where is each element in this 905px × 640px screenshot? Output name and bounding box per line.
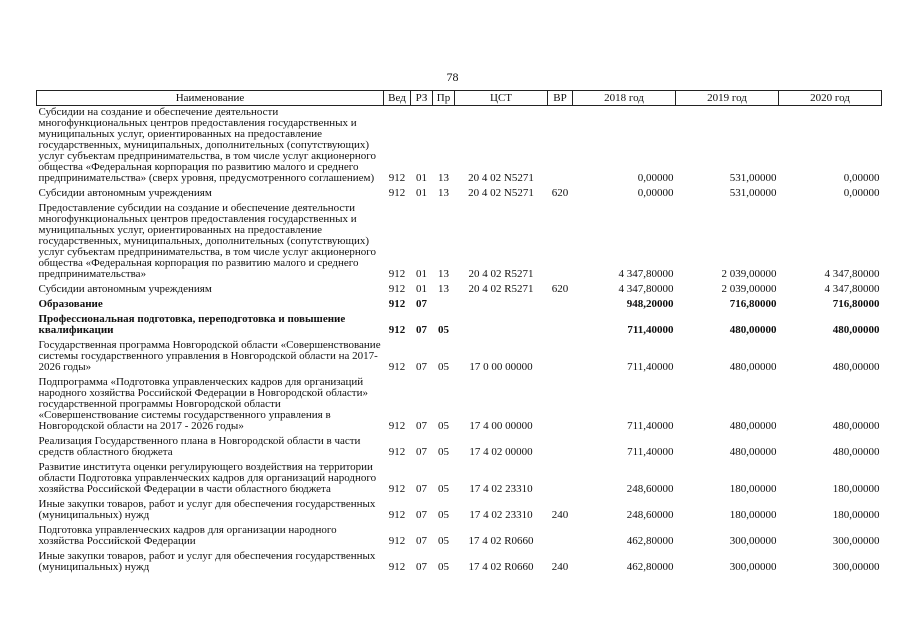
cell-2020: 480,00000 xyxy=(832,361,880,373)
cell-rz: 01 xyxy=(416,172,427,184)
cell-name: Профессиональная подготовка, переподготовка и повышение квалификации xyxy=(38,313,346,336)
cell-vr xyxy=(548,376,573,435)
cell-cst xyxy=(455,313,548,339)
table-row xyxy=(37,187,882,202)
cell-vr: 620 xyxy=(551,283,569,295)
cell-name: Субсидии автономным учреждениям xyxy=(38,283,212,295)
cell-vr xyxy=(548,435,573,461)
cell-2019: 180,00000 xyxy=(729,509,777,521)
cell-pr: 05 xyxy=(438,483,449,495)
table-row xyxy=(37,106,882,188)
cell-name: Предоставление субсидии на создание и обеспечение деятельности многофункциональных центров предоставления государственных и муниципальных услуг, ориентированных на предоставление государственных, муниципальных, дополнительных (сопутствующих) услуг субъектам предпринимательства, в том числе услуг акционерного общества «Федеральная корпорация по развитию малого и среднего предпринимательства» xyxy=(38,202,376,280)
cell-rz: 07 xyxy=(416,561,427,573)
cell-2020: 300,00000 xyxy=(832,561,880,573)
cell-ved: 912 xyxy=(388,420,406,432)
cell-pr: 05 xyxy=(438,361,449,373)
cell-2020: 716,80000 xyxy=(832,298,880,310)
cell-rz: 01 xyxy=(416,187,427,199)
cell-name: Развитие института оценки регулирующего воздействия на территории области Подготовка управленческих кадров для организаций народного хозяйства Российской Федерации в части областного бюджета xyxy=(38,461,377,495)
cell-cst: 17 4 02 23310 xyxy=(469,483,533,495)
col-header-pr: Пр xyxy=(433,91,455,106)
cell-cst: 17 4 02 23310 xyxy=(469,509,533,521)
cell-2019: 480,00000 xyxy=(729,420,777,432)
table-row xyxy=(37,298,882,313)
cell-2020: 480,00000 xyxy=(832,446,880,458)
cell-2018: 248,60000 xyxy=(626,483,674,495)
cell-2019: 480,00000 xyxy=(729,324,777,336)
cell-name: Иные закупки товаров, работ и услуг для обеспечения государственных (муниципальных) нужд xyxy=(38,498,376,521)
cell-2018: 248,60000 xyxy=(626,509,674,521)
cell-name: Подготовка управленческих кадров для организации народного хозяйства Российской Федерации xyxy=(38,524,337,547)
col-header-vr: ВР xyxy=(548,91,573,106)
table-row xyxy=(37,313,882,339)
cell-rz: 07 xyxy=(416,420,427,432)
cell-pr: 13 xyxy=(438,283,449,295)
cell-2019: 300,00000 xyxy=(729,561,777,573)
cell-2019: 531,00000 xyxy=(729,187,777,199)
cell-2020: 4 347,80000 xyxy=(824,283,880,295)
cell-rz: 07 xyxy=(416,446,427,458)
cell-rz: 07 xyxy=(416,361,427,373)
cell-2020: 180,00000 xyxy=(832,509,880,521)
table-body xyxy=(37,106,882,577)
cell-2019: 2 039,00000 xyxy=(721,268,777,280)
cell-2018: 4 347,80000 xyxy=(618,283,674,295)
cell-name: Образование xyxy=(38,298,103,310)
cell-2018: 462,80000 xyxy=(626,535,674,547)
cell-2019: 480,00000 xyxy=(729,361,777,373)
cell-ved: 912 xyxy=(388,324,406,336)
cell-pr: 05 xyxy=(438,446,449,458)
page-number: 78 xyxy=(446,70,459,84)
table-header-row xyxy=(37,91,882,106)
table-row xyxy=(37,498,882,524)
cell-ved: 912 xyxy=(388,561,406,573)
cell-rz: 07 xyxy=(416,298,427,310)
cell-vr: 240 xyxy=(551,509,569,521)
cell-vr xyxy=(548,298,573,313)
cell-name: Субсидии автономным учреждениям xyxy=(38,187,212,199)
cell-2020: 180,00000 xyxy=(832,483,880,495)
cell-ved: 912 xyxy=(388,187,406,199)
cell-name: Субсидии на создание и обеспечение деятельности многофункциональных центров предоставления государственных и муниципальных услуг, ориентированных на предоставление государственных, муниципальных, дополнительных (сопутствующих) услуг субъектам предпринимательства, в том числе услуг акционерного общества «Федеральная корпорация по развитию малого и среднего предпринимательства» (сверх уровня, предусмотренного соглашением) xyxy=(38,106,376,184)
cell-cst xyxy=(455,298,548,313)
cell-pr: 05 xyxy=(438,561,449,573)
cell-vr xyxy=(548,524,573,550)
table-row xyxy=(37,202,882,283)
cell-pr: 05 xyxy=(438,324,449,336)
cell-2020: 0,00000 xyxy=(843,187,880,199)
cell-pr: 05 xyxy=(438,420,449,432)
cell-2020: 480,00000 xyxy=(832,324,880,336)
cell-pr: 13 xyxy=(438,268,449,280)
cell-vr: 620 xyxy=(551,187,569,199)
cell-rz: 07 xyxy=(416,535,427,547)
table-row xyxy=(37,339,882,376)
budget-table xyxy=(36,90,882,576)
cell-cst: 17 4 02 R0660 xyxy=(468,535,534,547)
col-header-2020: 2020 год xyxy=(779,91,882,106)
cell-pr: 05 xyxy=(438,535,449,547)
cell-vr: 240 xyxy=(551,561,569,573)
cell-cst: 20 4 02 N5271 xyxy=(468,172,534,184)
cell-ved: 912 xyxy=(388,483,406,495)
cell-rz: 07 xyxy=(416,324,427,336)
cell-pr: 13 xyxy=(438,172,449,184)
col-header-cst: ЦСТ xyxy=(455,91,548,106)
cell-2020: 4 347,80000 xyxy=(824,268,880,280)
cell-rz: 07 xyxy=(416,483,427,495)
cell-2019: 2 039,00000 xyxy=(721,283,777,295)
cell-vr xyxy=(548,106,573,188)
cell-2019: 180,00000 xyxy=(729,483,777,495)
cell-2019: 300,00000 xyxy=(729,535,777,547)
cell-pr: 05 xyxy=(438,509,449,521)
cell-2018: 0,00000 xyxy=(637,172,674,184)
cell-ved: 912 xyxy=(388,298,406,310)
cell-cst: 17 0 00 00000 xyxy=(469,361,533,373)
col-header-name: Наименование xyxy=(37,91,384,106)
cell-2018: 711,40000 xyxy=(627,420,674,432)
cell-2018: 711,40000 xyxy=(627,446,674,458)
col-header-2018: 2018 год xyxy=(573,91,676,106)
cell-ved: 912 xyxy=(388,535,406,547)
cell-2018: 711,40000 xyxy=(627,324,674,336)
cell-2019: 531,00000 xyxy=(729,172,777,184)
cell-2019: 480,00000 xyxy=(729,446,777,458)
cell-cst: 20 4 02 R5271 xyxy=(468,268,534,280)
table-row xyxy=(37,461,882,498)
cell-ved: 912 xyxy=(388,172,406,184)
table-row xyxy=(37,550,882,576)
cell-ved: 912 xyxy=(388,509,406,521)
cell-ved: 912 xyxy=(388,268,406,280)
table-row xyxy=(37,435,882,461)
cell-2018: 711,40000 xyxy=(627,361,674,373)
col-header-rz: РЗ xyxy=(411,91,433,106)
cell-2020: 0,00000 xyxy=(843,172,880,184)
cell-pr xyxy=(433,298,455,313)
cell-2018: 4 347,80000 xyxy=(618,268,674,280)
cell-vr xyxy=(548,313,573,339)
table-row xyxy=(37,524,882,550)
cell-2020: 300,00000 xyxy=(832,535,880,547)
cell-2018: 0,00000 xyxy=(637,187,674,199)
cell-ved: 912 xyxy=(388,361,406,373)
cell-vr xyxy=(548,202,573,283)
cell-rz: 01 xyxy=(416,283,427,295)
cell-cst: 20 4 02 R5271 xyxy=(468,283,534,295)
cell-name: Реализация Государственного плана в Новгородской области в части средств областного бюджета xyxy=(38,435,361,458)
cell-cst: 17 4 02 R0660 xyxy=(468,561,534,573)
table-row xyxy=(37,376,882,435)
cell-2020: 480,00000 xyxy=(832,420,880,432)
cell-ved: 912 xyxy=(388,283,406,295)
cell-rz: 07 xyxy=(416,509,427,521)
col-header-ved: Вед xyxy=(384,91,411,106)
cell-2018: 462,80000 xyxy=(626,561,674,573)
cell-name: Государственная программа Новгородской области «Совершенствование системы государственного управления в Новгородской области на 2017-2026 годы» xyxy=(38,339,381,373)
cell-pr: 13 xyxy=(438,187,449,199)
col-header-2019: 2019 год xyxy=(676,91,779,106)
cell-name: Иные закупки товаров, работ и услуг для обеспечения государственных (муниципальных) нужд xyxy=(38,550,376,573)
cell-vr xyxy=(548,339,573,376)
cell-cst: 17 4 02 00000 xyxy=(469,446,533,458)
cell-name: Подпрограмма «Подготовка управленческих кадров для организаций народного хозяйства Российской Федерации в Новгородской области» государственной программы Новгородской области «Совершенствование системы государственного управления в Новгородской области на 2017 - 2026 годы» xyxy=(38,376,369,432)
cell-cst: 20 4 02 N5271 xyxy=(468,187,534,199)
cell-vr xyxy=(548,461,573,498)
table-row xyxy=(37,283,882,298)
cell-2019: 716,80000 xyxy=(729,298,777,310)
cell-ved: 912 xyxy=(388,446,406,458)
cell-cst: 17 4 00 00000 xyxy=(469,420,533,432)
cell-rz: 01 xyxy=(416,268,427,280)
cell-2018: 948,20000 xyxy=(626,298,674,310)
